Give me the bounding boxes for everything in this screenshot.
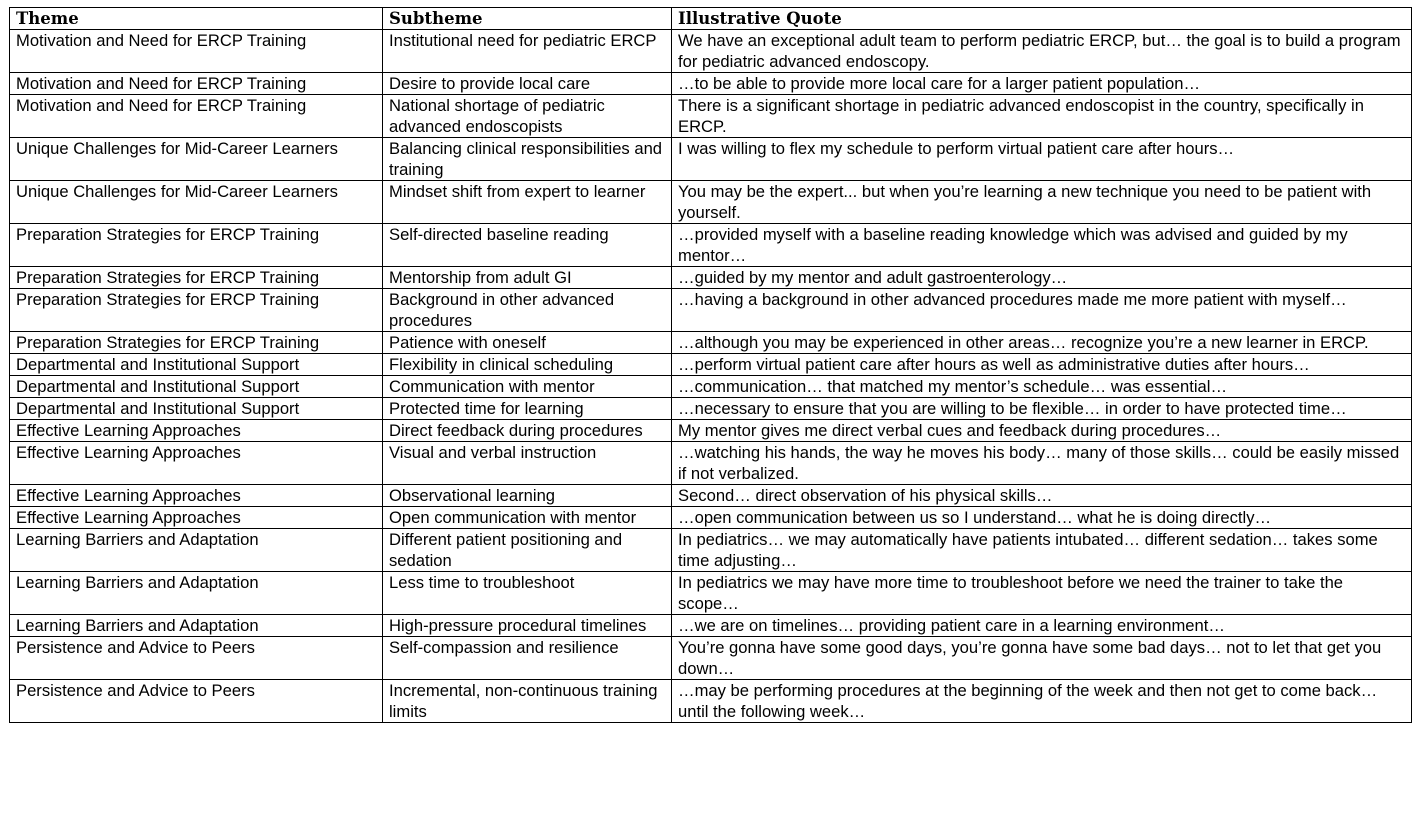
subtheme-cell: Open communication with mentor bbox=[383, 507, 672, 529]
table-row bbox=[10, 442, 1412, 485]
header-theme: Theme bbox=[10, 8, 383, 30]
header-illustrative-quote: Illustrative Quote bbox=[672, 8, 1412, 30]
quote-cell: …open communication between us so I understand… what he is doing directly… bbox=[672, 507, 1412, 529]
table-row bbox=[10, 354, 1412, 376]
subtheme-cell: Direct feedback during procedures bbox=[383, 420, 672, 442]
table-row bbox=[10, 376, 1412, 398]
table-row bbox=[10, 420, 1412, 442]
subtheme-cell: Institutional need for pediatric ERCP bbox=[383, 30, 672, 73]
theme-cell: Motivation and Need for ERCP Training bbox=[10, 73, 383, 95]
table-row bbox=[10, 95, 1412, 138]
subtheme-cell: Self-directed baseline reading bbox=[383, 224, 672, 267]
table-row bbox=[10, 138, 1412, 181]
quote-cell: We have an exceptional adult team to perform pediatric ERCP, but… the goal is to build a program for pediatric advanced endoscopy. bbox=[672, 30, 1412, 73]
theme-cell: Effective Learning Approaches bbox=[10, 420, 383, 442]
table-row bbox=[10, 289, 1412, 332]
quote-cell: …perform virtual patient care after hours as well as administrative duties after hours… bbox=[672, 354, 1412, 376]
table-row bbox=[10, 332, 1412, 354]
theme-cell: Departmental and Institutional Support bbox=[10, 354, 383, 376]
quote-cell: …may be performing procedures at the beginning of the week and then not get to come back… until the following week… bbox=[672, 680, 1412, 723]
quote-cell: You’re gonna have some good days, you’re gonna have some bad days… not to let that get you down… bbox=[672, 637, 1412, 680]
subtheme-cell: Visual and verbal instruction bbox=[383, 442, 672, 485]
quote-cell: …watching his hands, the way he moves his body… many of those skills… could be easily missed if not verbalized. bbox=[672, 442, 1412, 485]
subtheme-cell: Desire to provide local care bbox=[383, 73, 672, 95]
quote-cell: …guided by my mentor and adult gastroenterology… bbox=[672, 267, 1412, 289]
table-row bbox=[10, 507, 1412, 529]
theme-cell: Motivation and Need for ERCP Training bbox=[10, 30, 383, 73]
quote-cell: …although you may be experienced in other areas… recognize you’re a new learner in ERCP. bbox=[672, 332, 1412, 354]
theme-cell: Preparation Strategies for ERCP Training bbox=[10, 289, 383, 332]
quote-cell: …provided myself with a baseline reading knowledge which was advised and guided by my mentor… bbox=[672, 224, 1412, 267]
table-row bbox=[10, 485, 1412, 507]
quote-cell: In pediatrics we may have more time to troubleshoot before we need the trainer to take the scope… bbox=[672, 572, 1412, 615]
quote-cell: …necessary to ensure that you are willing to be flexible… in order to have protected time… bbox=[672, 398, 1412, 420]
subtheme-cell: National shortage of pediatric advanced endoscopists bbox=[383, 95, 672, 138]
theme-cell: Motivation and Need for ERCP Training bbox=[10, 95, 383, 138]
subtheme-cell: High-pressure procedural timelines bbox=[383, 615, 672, 637]
subtheme-cell: Balancing clinical responsibilities and training bbox=[383, 138, 672, 181]
table-row bbox=[10, 572, 1412, 615]
subtheme-cell: Less time to troubleshoot bbox=[383, 572, 672, 615]
subtheme-cell: Mindset shift from expert to learner bbox=[383, 181, 672, 224]
theme-cell: Effective Learning Approaches bbox=[10, 442, 383, 485]
quote-cell: In pediatrics… we may automatically have patients intubated… different sedation… takes some time adjusting… bbox=[672, 529, 1412, 572]
header-row bbox=[10, 8, 1412, 30]
header-subtheme: Subtheme bbox=[383, 8, 672, 30]
table-row bbox=[10, 30, 1412, 73]
table-row bbox=[10, 637, 1412, 680]
table-row bbox=[10, 680, 1412, 723]
subtheme-cell: Protected time for learning bbox=[383, 398, 672, 420]
table-row bbox=[10, 73, 1412, 95]
quote-cell: My mentor gives me direct verbal cues and feedback during procedures… bbox=[672, 420, 1412, 442]
quote-cell: You may be the expert... but when you’re learning a new technique you need to be patient with yourself. bbox=[672, 181, 1412, 224]
quote-cell: There is a significant shortage in pediatric advanced endoscopist in the country, specifically in ERCP. bbox=[672, 95, 1412, 138]
quote-cell: …to be able to provide more local care for a larger patient population… bbox=[672, 73, 1412, 95]
quote-cell: …having a background in other advanced procedures made me more patient with myself… bbox=[672, 289, 1412, 332]
themes-table bbox=[9, 7, 1412, 723]
quote-cell: …communication… that matched my mentor’s schedule… was essential… bbox=[672, 376, 1412, 398]
quote-cell: I was willing to flex my schedule to perform virtual patient care after hours… bbox=[672, 138, 1412, 181]
subtheme-cell: Background in other advanced procedures bbox=[383, 289, 672, 332]
table-row bbox=[10, 267, 1412, 289]
theme-cell: Learning Barriers and Adaptation bbox=[10, 572, 383, 615]
theme-cell: Preparation Strategies for ERCP Training bbox=[10, 332, 383, 354]
subtheme-cell: Incremental, non-continuous training limits bbox=[383, 680, 672, 723]
table-body bbox=[10, 30, 1412, 723]
subtheme-cell: Patience with oneself bbox=[383, 332, 672, 354]
table-row bbox=[10, 615, 1412, 637]
quote-cell: …we are on timelines… providing patient care in a learning environment… bbox=[672, 615, 1412, 637]
theme-cell: Learning Barriers and Adaptation bbox=[10, 615, 383, 637]
theme-cell: Unique Challenges for Mid-Career Learners bbox=[10, 138, 383, 181]
subtheme-cell: Mentorship from adult GI bbox=[383, 267, 672, 289]
subtheme-cell: Flexibility in clinical scheduling bbox=[383, 354, 672, 376]
theme-cell: Effective Learning Approaches bbox=[10, 507, 383, 529]
table-row bbox=[10, 398, 1412, 420]
table-row bbox=[10, 224, 1412, 267]
theme-cell: Unique Challenges for Mid-Career Learners bbox=[10, 181, 383, 224]
subtheme-cell: Observational learning bbox=[383, 485, 672, 507]
subtheme-cell: Self-compassion and resilience bbox=[383, 637, 672, 680]
theme-cell: Departmental and Institutional Support bbox=[10, 398, 383, 420]
subtheme-cell: Different patient positioning and sedation bbox=[383, 529, 672, 572]
theme-cell: Departmental and Institutional Support bbox=[10, 376, 383, 398]
table-row bbox=[10, 529, 1412, 572]
table-row bbox=[10, 181, 1412, 224]
theme-cell: Persistence and Advice to Peers bbox=[10, 680, 383, 723]
theme-cell: Persistence and Advice to Peers bbox=[10, 637, 383, 680]
subtheme-cell: Communication with mentor bbox=[383, 376, 672, 398]
theme-cell: Learning Barriers and Adaptation bbox=[10, 529, 383, 572]
quote-cell: Second… direct observation of his physical skills… bbox=[672, 485, 1412, 507]
theme-cell: Effective Learning Approaches bbox=[10, 485, 383, 507]
theme-cell: Preparation Strategies for ERCP Training bbox=[10, 267, 383, 289]
theme-cell: Preparation Strategies for ERCP Training bbox=[10, 224, 383, 267]
